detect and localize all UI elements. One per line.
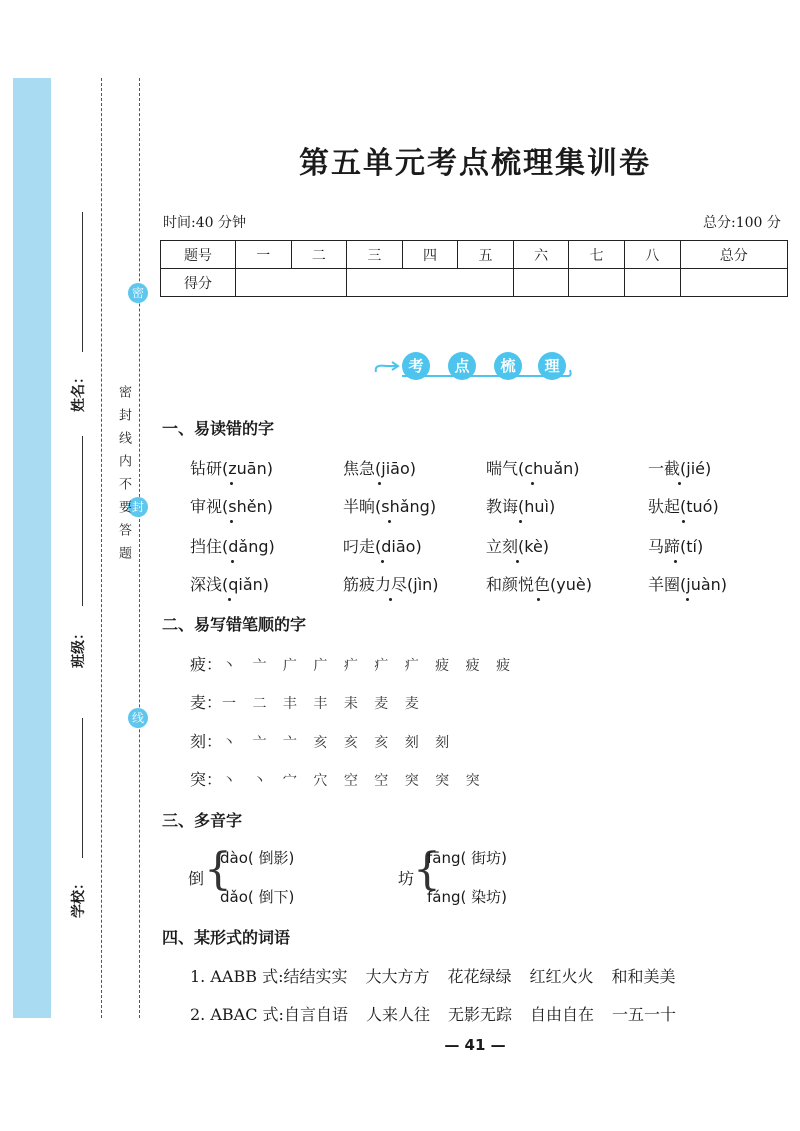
score-header: 二 <box>291 241 347 269</box>
stroke-steps: 丶 亠 亠 亥 亥 亥 刻 刻 <box>222 735 456 751</box>
word-item <box>343 534 422 557</box>
stroke-order-row <box>190 652 516 675</box>
stroke-char: 刻： <box>190 732 223 751</box>
form-word: 人来人往 <box>365 1005 430 1024</box>
section-heading: 三、多音字 <box>162 811 243 830</box>
score-table <box>160 240 788 297</box>
score-header: 五 <box>458 241 514 269</box>
word-item <box>486 572 592 595</box>
school-label: 学校： <box>71 876 87 918</box>
score-header: 题号 <box>161 241 236 269</box>
page-title: 第五单元考点梳理集训卷 <box>299 146 651 181</box>
section-heading: 一、易读错的字 <box>162 419 275 438</box>
polyphone-reading: dǎo( 倒下) <box>220 888 295 906</box>
word-text: 立刻(kè) <box>486 534 549 557</box>
class-fill-line[interactable] <box>82 436 83 606</box>
score-cell[interactable] <box>680 269 788 297</box>
stroke-char: 麦： <box>190 693 223 712</box>
word-text: 半晌(shǎng) <box>343 494 436 517</box>
school-fill-line[interactable] <box>82 718 83 858</box>
score-header: 六 <box>513 241 569 269</box>
word-text: 钻研(zuān) <box>190 456 273 479</box>
exam-time: 时间:40 分钟 <box>163 215 246 231</box>
brace-icon: { <box>413 844 441 895</box>
word-item <box>486 534 549 557</box>
polyphone-char: 坊 <box>398 869 415 888</box>
polyphone-reading: dào( 倒影) <box>220 849 295 867</box>
score-row <box>161 269 788 297</box>
stroke-char: 突： <box>190 770 223 789</box>
word-item <box>486 494 555 517</box>
polyphone-char: 倒 <box>188 869 205 888</box>
word-text: 挡住(dǎng) <box>190 534 275 557</box>
form-word: 和和美美 <box>611 967 676 986</box>
word-text: 叼走(diāo) <box>343 534 422 557</box>
stroke-steps: 丶 丶 宀 穴 空 空 突 突 突 <box>222 773 486 789</box>
word-form-line <box>190 1002 676 1025</box>
badge-char: 理 <box>538 352 566 380</box>
score-header: 八 <box>624 241 680 269</box>
word-item <box>648 572 727 595</box>
score-header: 一 <box>236 241 292 269</box>
form-word: 大大方方 <box>365 967 430 986</box>
score-row-label: 得分 <box>161 269 236 297</box>
stroke-steps: 一 二 丰 丰 耒 麦 麦 <box>222 696 425 712</box>
stroke-steps: 丶 亠 广 广 疒 疒 疒 疲 疲 疲 <box>222 658 517 674</box>
stroke-char: 疲： <box>190 655 223 674</box>
score-cell[interactable] <box>513 269 569 297</box>
seal-circle-feng: 封 <box>128 497 148 517</box>
word-text: 筋疲力尽(jìn) <box>343 572 439 595</box>
polyphone-reading: fáng( 染坊) <box>427 888 507 906</box>
seal-circle-mi: 密 <box>128 283 148 303</box>
word-text: 马蹄(tí) <box>648 534 703 557</box>
word-item <box>486 456 580 479</box>
score-cell[interactable] <box>347 269 514 297</box>
form-word: 红红火火 <box>529 967 594 986</box>
word-item <box>648 456 711 479</box>
score-header: 四 <box>402 241 458 269</box>
badge-char: 考 <box>402 352 430 380</box>
word-form-line <box>190 964 676 987</box>
word-item <box>190 494 273 517</box>
word-text: 教诲(huì) <box>486 494 555 517</box>
section-heading: 四、某形式的词语 <box>162 928 291 947</box>
section-heading: 二、易写错笔顺的字 <box>162 615 307 634</box>
name-fill-line[interactable] <box>82 212 83 352</box>
word-item <box>343 456 416 479</box>
score-cell[interactable] <box>569 269 625 297</box>
page-number: — 41 — <box>444 1036 506 1054</box>
dashed-cut-line <box>139 78 140 1018</box>
form-word: 无影无踪 <box>447 1005 512 1024</box>
word-text: 一截(jié) <box>648 456 711 479</box>
word-item <box>343 572 439 595</box>
stroke-order-row <box>190 690 425 713</box>
score-header-row <box>161 241 788 269</box>
form-word: 一五一十 <box>612 1005 677 1024</box>
exam-total: 总分:100 分 <box>703 215 781 231</box>
seal-circle-xian: 线 <box>128 708 148 728</box>
form-label: 2. ABAC 式: <box>190 1005 284 1024</box>
word-item <box>190 534 275 557</box>
word-item <box>190 572 269 595</box>
form-word: 结结实实 <box>283 967 348 986</box>
stroke-order-row <box>190 767 486 790</box>
score-header: 总分 <box>680 241 788 269</box>
badge-char: 点 <box>448 352 476 380</box>
seal-notice: 密封线内不要答题 <box>116 385 131 569</box>
polyphone-reading: fāng( 街坊) <box>427 849 507 867</box>
word-text: 深浅(qiǎn) <box>190 572 269 595</box>
form-label: 1. AABB 式: <box>190 967 284 986</box>
form-word: 自由自在 <box>530 1005 595 1024</box>
word-text: 驮起(tuó) <box>648 494 719 517</box>
form-word: 自言自语 <box>283 1005 348 1024</box>
word-item <box>648 534 703 557</box>
word-text: 和颜悦色(yuè) <box>486 572 592 595</box>
word-item <box>343 494 436 517</box>
name-label: 姓名： <box>71 370 87 412</box>
form-word: 花花绿绿 <box>447 967 512 986</box>
word-item <box>190 456 273 479</box>
word-text: 羊圈(juàn) <box>648 572 727 595</box>
section-badge <box>372 350 572 384</box>
score-header: 三 <box>347 241 403 269</box>
word-text: 审视(shěn) <box>190 494 273 517</box>
stroke-order-row <box>190 729 455 752</box>
badge-char: 梳 <box>494 352 522 380</box>
word-item <box>648 494 719 517</box>
score-header: 七 <box>569 241 625 269</box>
brace-icon: { <box>204 844 232 895</box>
word-text: 喘气(chuǎn) <box>486 456 580 479</box>
score-cell[interactable] <box>624 269 680 297</box>
binding-strip <box>13 78 51 1018</box>
class-label: 班级： <box>71 626 87 668</box>
word-text: 焦急(jiāo) <box>343 456 416 479</box>
dashed-cut-line <box>101 78 102 1018</box>
score-cell[interactable] <box>236 269 347 297</box>
